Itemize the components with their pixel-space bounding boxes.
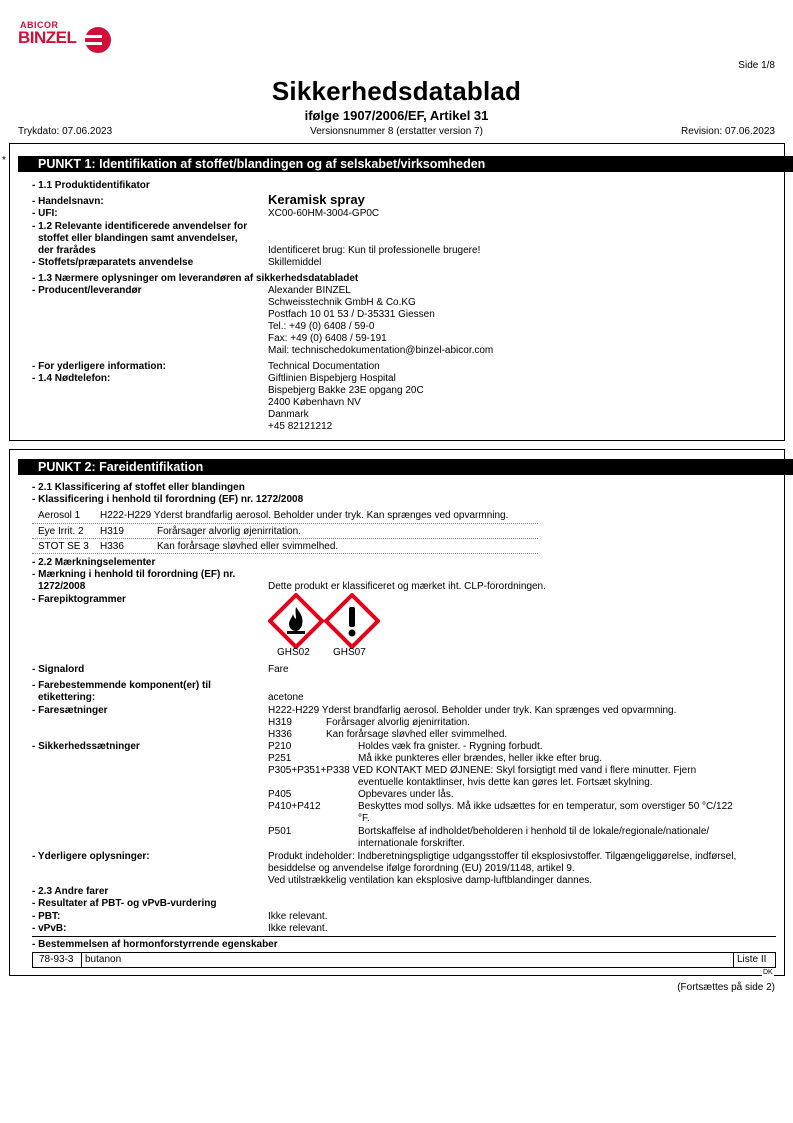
version-number: Versionsnummer 8 (erstatter version 7) — [310, 126, 483, 137]
ghs07-label: GHS07 — [333, 647, 366, 658]
signal-word: Fare — [268, 664, 289, 675]
producer-line: Tel.: +49 (0) 6408 / 59-0 — [268, 321, 375, 332]
document-title: Sikkerhedsdatablad — [271, 76, 522, 106]
p-text: P305+P351+P338 VED KONTAKT MED ØJNENE: Skyl forsigtigt med vand i flere minutter. Fjern — [268, 765, 697, 776]
hazard-statement: H222-H229 Yderst brandfarlig aerosol. Beholder under tryk. Kan sprænges ved opvarmning. — [268, 705, 677, 716]
label-uses-3: der frarådes — [38, 245, 96, 256]
logo-brand-top: ABICOR — [20, 20, 59, 30]
producer-line: Alexander BINZEL — [268, 285, 351, 296]
label-labelling-reg: - Mærkning i henhold til forordning (EF) nr. — [32, 569, 236, 580]
emergency-line: 2400 København NV — [268, 397, 361, 408]
labelling-value: Dette produkt er klassificeret og mærket iht. CLP-forordningen. — [268, 581, 546, 592]
p-code: P410+P412 — [268, 801, 321, 812]
p-text: Opbevares under lås. — [358, 789, 454, 800]
p-text: Må ikke punkteres eller brændes, heller ikke efter brug. — [358, 753, 603, 764]
application-value: Skillemiddel — [268, 257, 322, 268]
p-text: Bortskaffelse af indholdet/beholderen i henhold til de lokale/regionale/nationale/ — [358, 826, 710, 837]
further-info-line: besiddelse og anvendelse ifølge forordning (EU) 2019/1148, artikel 9. — [268, 863, 575, 874]
label-emergency-phone: - 1.4 Nødtelefon: — [32, 373, 111, 384]
class-aerosol-text: H222-H229 Yderst brandfarlig aerosol. Beholder under tryk. Kan sprænges ved opvarmning. — [100, 510, 509, 521]
label-pbt: - PBT: — [32, 911, 61, 922]
p-text: eventuelle kontaktlinser, hvis dette kan gøres let. Fortsæt skylning. — [358, 777, 653, 788]
label-pictograms: - Farepiktogrammer — [32, 594, 126, 605]
label-further-info: - For yderligere information: — [32, 361, 166, 372]
emergency-line: Bispebjerg Bakke 23E opgang 20C — [268, 385, 424, 396]
cas-number: 78-93-3 — [39, 954, 74, 965]
class-eye: Eye Irrit. 2 — [38, 526, 84, 537]
divider — [32, 523, 538, 524]
label-ufi: - UFI: — [32, 208, 58, 219]
company-logo — [18, 20, 98, 50]
label-hazard-statements: - Faresætninger — [32, 705, 108, 716]
section-2-heading: PUNKT 2: Fareidentifikation — [18, 459, 793, 475]
producer-email[interactable]: Mail: technischedokumentation@binzel-abicor.com — [268, 345, 494, 356]
producer-line: Schweisstechnik GmbH & Co.KG — [268, 297, 416, 308]
class-stot-code: H336 — [100, 541, 124, 552]
p-code: P405 — [268, 789, 292, 800]
p-text: °F. — [358, 813, 370, 824]
p-code: P251 — [268, 753, 292, 764]
p-text: Beskyttes mod sollys. Må ikke udsættes for en temperatur, som overstiger 50 °C/122 — [358, 801, 733, 812]
identified-use: Identificeret brug: Kun til professionelle brugere! — [268, 245, 481, 256]
vpvb-value: Ikke relevant. — [268, 923, 328, 934]
label-other-hazards: - 2.3 Andre farer — [32, 886, 109, 897]
divider — [733, 953, 734, 967]
continuation-note: (Fortsættes på side 2) — [677, 982, 775, 993]
divider — [32, 936, 776, 937]
hazard-text: Forårsager alvorlig øjenirritation. — [326, 717, 470, 728]
producer-line: Fax: +49 (0) 6408 / 59-191 — [268, 333, 387, 344]
divider — [32, 538, 538, 539]
label-uses-1: - 1.2 Relevante identificerede anvendelser for — [32, 221, 248, 232]
class-aerosol: Aerosol 1 — [38, 510, 81, 521]
label-uses-2: stoffet eller blandingen samt anvendelser, — [38, 233, 238, 244]
label-vpvb: - vPvB: — [32, 923, 67, 934]
flame-hazard-icon — [268, 593, 324, 649]
label-classification: - 2.1 Klassificering af stoffet eller blandingen — [32, 482, 245, 493]
substance-name: butanon — [85, 954, 122, 965]
trade-name: Keramisk spray — [268, 192, 365, 207]
ufi-value: XC00-60HM-3004-GP0C — [268, 208, 380, 219]
class-stot-text: Kan forårsage sløvhed eller svimmelhed. — [157, 541, 339, 552]
p-code: P501 — [268, 826, 292, 837]
label-application: - Stoffets/præparatets anvendelse — [32, 257, 194, 268]
further-info-line: Produkt indeholder: Indberetningspligtige udgangsstoffer til eksplosivstoffer. Tilgængeliggørelse, indførsel, — [268, 851, 737, 862]
p-text: Holdes væk fra gnister. - Rygning forbudt. — [358, 741, 543, 752]
section-1-heading: PUNKT 1: Identifikation af stoffet/blandingen og af selskabet/virksomheden — [18, 156, 793, 172]
label-pbt-results: - Resultater af PBT- og vPvB-vurdering — [32, 898, 217, 909]
exclamation-hazard-icon — [324, 593, 380, 649]
label-trade-name: - Handelsnavn: — [32, 196, 104, 207]
class-eye-code: H319 — [100, 526, 124, 537]
label-precautionary: - Sikkerhedssætninger — [32, 741, 140, 752]
binzel-logo-icon — [78, 26, 114, 54]
emergency-line: Danmark — [268, 409, 309, 420]
hazard-code: H336 — [268, 729, 292, 740]
class-stot: STOT SE 3 — [38, 541, 89, 552]
label-further-info-2: - Yderligere oplysninger: — [32, 851, 150, 862]
endocrine-table-row — [32, 952, 776, 968]
label-signal-word: - Signalord — [32, 664, 85, 675]
revision-marker: * — [2, 155, 6, 166]
label-producer: - Producent/leverandør — [32, 285, 142, 296]
print-date: Trykdato: 07.06.2023 — [18, 126, 113, 137]
language-code: DK — [763, 969, 773, 976]
pbt-value: Ikke relevant. — [268, 911, 328, 922]
p-code: P210 — [268, 741, 292, 752]
hazard-code: H319 — [268, 717, 292, 728]
label-labelling: - 2.2 Mærkningselementer — [32, 557, 156, 568]
component-value: acetone — [268, 692, 304, 703]
label-components: - Farebestemmende komponent(er) til — [32, 680, 211, 691]
producer-line: Postfach 10 01 53 / D-35331 Giessen — [268, 309, 435, 320]
label-components-2: etikettering: — [38, 692, 96, 703]
document-subtitle: ifølge 1907/2006/EF, Artikel 31 — [304, 108, 489, 123]
hazard-text: Kan forårsage sløvhed eller svimmelhed. — [326, 729, 508, 740]
page-number: Side 1/8 — [738, 60, 775, 71]
divider — [81, 953, 82, 967]
further-info-value: Technical Documentation — [268, 361, 380, 372]
emergency-phone: +45 82121212 — [268, 421, 333, 432]
further-info-line: Ved utilstrækkelig ventilation kan eksplosive damp-luftblandinger dannes. — [268, 875, 593, 886]
label-product-identifier: - 1.1 Produktidentifikator — [32, 180, 150, 191]
revision-date: Revision: 07.06.2023 — [681, 126, 775, 137]
logo-brand-bottom: BINZEL — [18, 28, 77, 47]
ghs02-label: GHS02 — [277, 647, 310, 658]
label-endocrine: - Bestemmelsen af hormonforstyrrende egenskaber — [32, 939, 278, 950]
label-supplier-info: - 1.3 Nærmere oplysninger om leverandøren af sikkerhedsdatabladet — [32, 273, 359, 284]
label-classification-reg: - Klassificering i henhold til forordning (EF) nr. 1272/2008 — [32, 494, 304, 505]
list-value: Liste II — [737, 954, 767, 965]
label-labelling-reg-2: 1272/2008 — [38, 581, 86, 592]
emergency-line: Giftlinien Bispebjerg Hospital — [268, 373, 396, 384]
p-text: internationale forskrifter. — [358, 838, 465, 849]
class-eye-text: Forårsager alvorlig øjenirritation. — [157, 526, 301, 537]
divider — [32, 553, 538, 554]
